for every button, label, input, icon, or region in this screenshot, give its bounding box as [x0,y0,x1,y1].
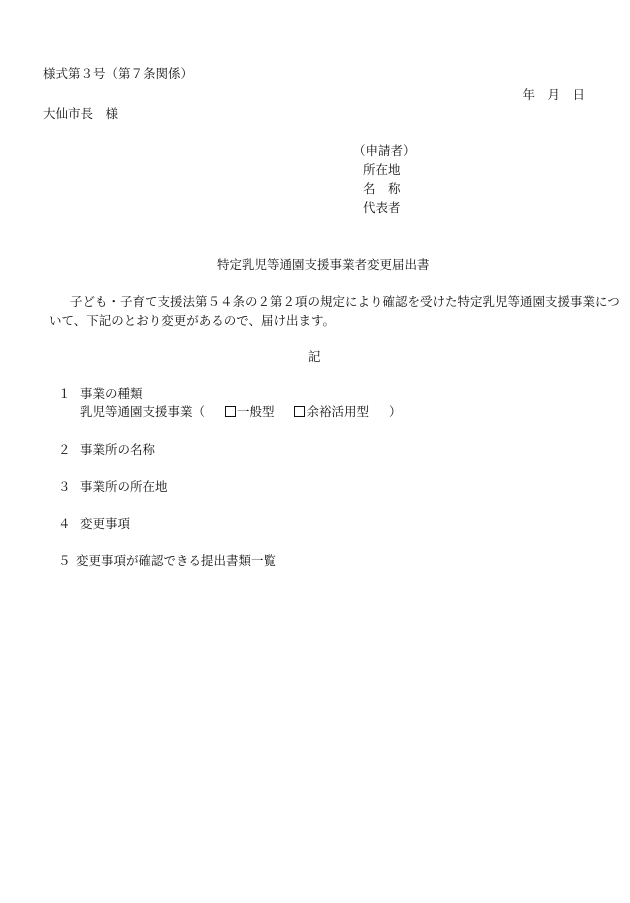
spare-capacity-type-checkbox[interactable] [294,406,305,417]
body-text-line-2: いて、下記のとおり変更があるので、届け出ます。 [49,313,336,328]
item-1-label: 事業の種類 [80,386,143,401]
date-line: 年 月 日 [522,87,585,102]
representative-label: 代表者 [363,200,401,215]
applicant-label: （申請者） [353,143,416,158]
item-2-number: ２ [58,442,71,457]
item-4-number: ４ [58,516,71,531]
document-title: 特定乳児等通園支援事業者変更届出書 [217,257,430,272]
item-1-number: １ [58,386,71,401]
item-3-number: ３ [58,479,71,494]
item-2-label: 事業所の名称 [80,442,156,457]
item-2 [58,444,155,457]
item-4-label: 変更事項 [80,516,131,531]
general-type-checkbox[interactable] [225,406,236,417]
ki-heading: 記 [308,349,321,364]
item-5-label: 変更事項が確認できる提出書類一覧 [76,553,277,568]
item-4 [58,518,130,531]
spare-capacity-type-label: 余裕活用型 [306,404,369,419]
item-5 [58,555,276,568]
business-type-line [80,406,401,419]
body-text-line-1: 子ども・子育て支援法第５４条の２第２項の規定により確認を受けた特定乳児等通園支援事業につ [70,294,620,309]
name-label: 名 称 [363,181,401,196]
form-number: 様式第３号（第７条関係） [43,66,194,81]
general-type-label: 一般型 [236,404,275,419]
item-3-label: 事業所の所在地 [80,479,168,494]
business-type-suffix: ） [388,404,402,419]
address-label: 所在地 [363,162,401,177]
item-1 [58,388,143,401]
business-type-prefix: 乳児等通園支援事業（ [80,404,206,419]
item-3 [58,481,168,494]
addressee: 大仙市長 様 [43,106,119,121]
item-5-number: ５ [58,553,71,568]
